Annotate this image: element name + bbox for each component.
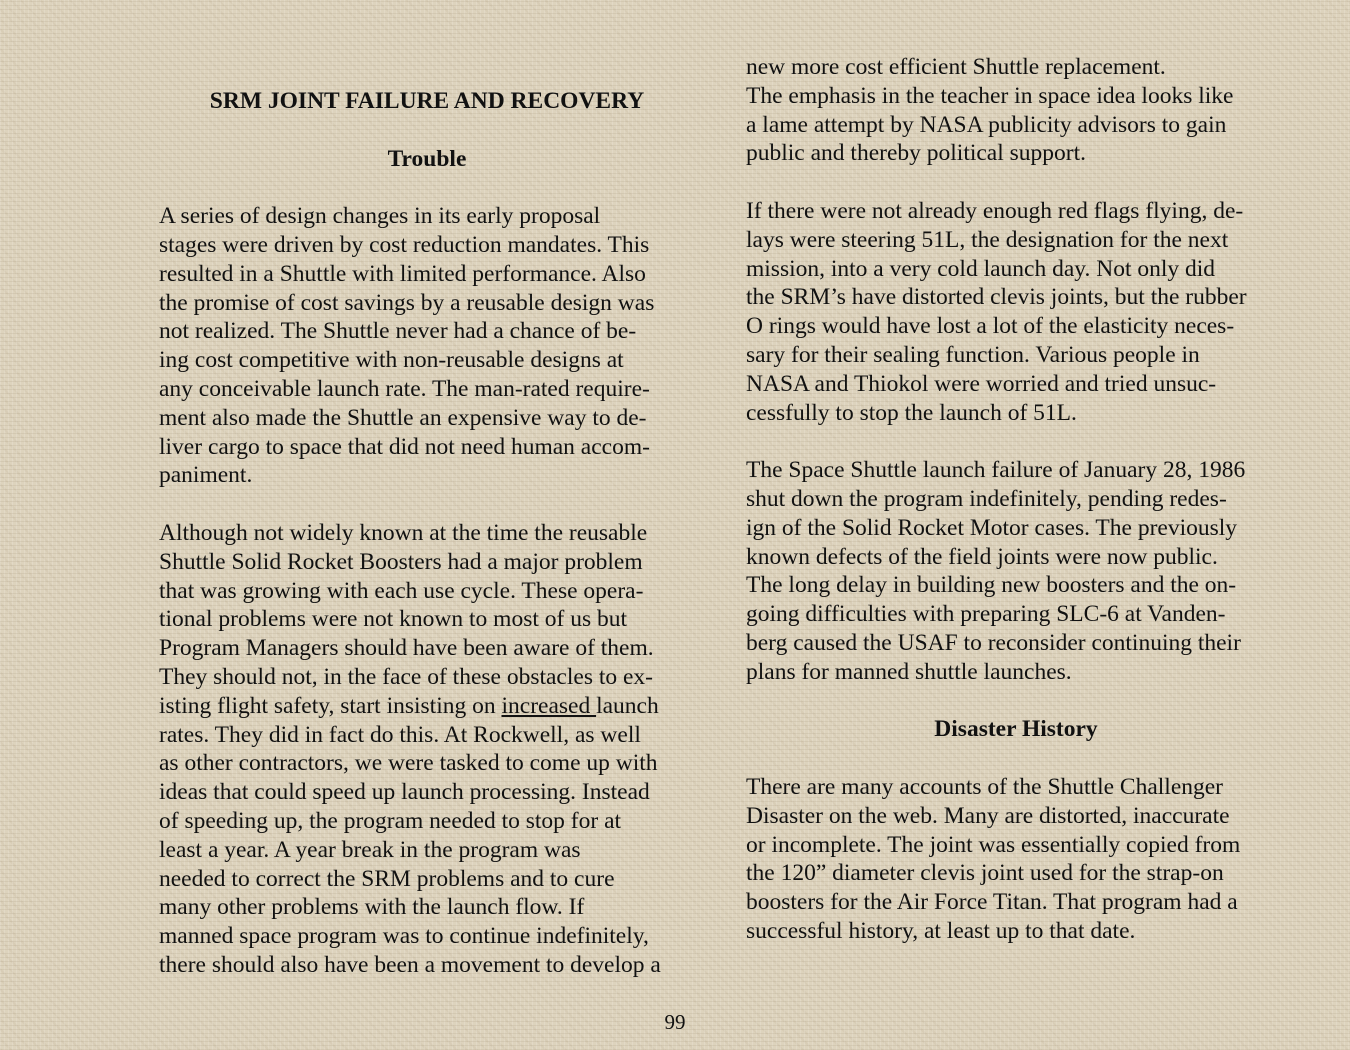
page-number: 99: [664, 1010, 686, 1034]
text-segment: launch: [596, 692, 659, 719]
paragraph-red-flags: [746, 197, 1286, 427]
text-line: needed to correct the SRM problems and to cure: [159, 865, 615, 892]
text-line: berg caused the USAF to reconsider continuing their: [746, 629, 1241, 656]
section-heading-disaster-history: Disaster History: [934, 716, 1098, 743]
text-line: ign of the Solid Rocket Motor cases. The previously: [746, 514, 1238, 541]
right-column: [746, 53, 1286, 946]
text-line: or incomplete. The joint was essentially copied from: [746, 831, 1241, 858]
text-line: rates. They did in fact do this. At Rockwell, as well: [159, 721, 641, 748]
text-line: paniment.: [159, 462, 253, 489]
text-line: as other contractors, we were tasked to come up with: [159, 750, 658, 777]
text-line: plans for manned shuttle launches.: [746, 658, 1072, 685]
text-line: boosters for the Air Force Titan. That program had a: [746, 889, 1238, 916]
text-line: that was growing with each use cycle. These opera-: [159, 577, 644, 604]
text-line: sary for their sealing function. Various people in: [746, 341, 1200, 368]
text-line: not realized. The Shuttle never had a chance of be-: [159, 318, 637, 345]
text-line: ideas that could speed up launch processing. Instead: [159, 779, 650, 806]
text-line: The long delay in building new boosters and the on-: [746, 572, 1237, 599]
text-line: stages were driven by cost reduction mandates. This: [159, 231, 650, 258]
text-line: successful history, at least up to that date.: [746, 917, 1136, 944]
text-line: A series of design changes in its early proposal: [159, 203, 601, 230]
text-line: Although not widely known at the time the reusable: [159, 519, 648, 546]
text-line: the SRM’s have distorted clevis joints, but the rubber: [746, 284, 1247, 311]
section-heading-trouble: Trouble: [387, 145, 467, 172]
text-line: lays were steering 51L, the designation for the next: [746, 226, 1229, 253]
text-line: of speeding up, the program needed to stop for at: [159, 807, 622, 834]
text-line: going difficulties with preparing SLC-6 at Vanden-: [746, 601, 1226, 628]
text-line: tional problems were not known to most of us but: [159, 606, 627, 633]
text-line: Shuttle Solid Rocket Boosters had a major problem: [159, 548, 643, 575]
text-line: many other problems with the launch flow. If: [159, 894, 585, 921]
paragraph-design-changes: [159, 202, 695, 490]
text-line: new more cost efficient Shuttle replacement.: [746, 54, 1166, 80]
text-line: NASA and Thiokol were worried and tried unsuc-: [746, 370, 1217, 397]
paragraph-srb-problems: [159, 519, 695, 980]
paragraph-disaster-accounts: [746, 773, 1286, 946]
left-column: [159, 87, 695, 980]
text-line: O rings would have lost a lot of the elasticity neces-: [746, 313, 1235, 340]
text-line: least a year. A year break in the program was: [159, 836, 581, 863]
text-line: They should not, in the face of these obstacles to ex-: [159, 663, 654, 690]
text-line: the promise of cost savings by a reusable design was: [159, 289, 655, 316]
text-line: known defects of the field joints were now public.: [746, 543, 1218, 570]
text-line: ment also made the Shuttle an expensive way to de-: [159, 404, 647, 431]
text-line: there should also have been a movement to develop a: [159, 951, 661, 978]
text-line: a lame attempt by NASA publicity advisors to gain: [746, 111, 1227, 138]
text-line: the 120” diameter clevis joint used for the strap-on: [746, 860, 1224, 887]
paragraph-launch-failure: [746, 456, 1286, 686]
text-line: manned space program was to continue indefinitely,: [159, 923, 649, 950]
text-line: The emphasis in the teacher in space idea looks like: [746, 82, 1234, 109]
text-line: ing cost competitive with non-reusable designs at: [159, 347, 624, 374]
text-line: [159, 692, 695, 721]
text-line: shut down the program indefinitely, pending redes-: [746, 485, 1227, 512]
text-line: Disaster on the web. Many are distorted, inaccurate: [746, 802, 1230, 829]
paragraph-replacement: [746, 53, 1286, 168]
text-line: Program Managers should have been aware of them.: [159, 635, 654, 662]
text-segment: isting flight safety, start insisting on: [159, 692, 502, 719]
page-title: SRM JOINT FAILURE AND RECOVERY: [209, 88, 645, 114]
text-line: mission, into a very cold launch day. Not only did: [746, 255, 1216, 282]
text-line: liver cargo to space that did not need human accom-: [159, 433, 650, 460]
text-line: public and thereby political support.: [746, 140, 1087, 167]
underlined-word: increased: [501, 692, 597, 719]
text-line: resulted in a Shuttle with limited performance. Also: [159, 260, 646, 287]
text-line: If there were not already enough red flags flying, de-: [746, 197, 1244, 224]
text-line: The Space Shuttle launch failure of January 28, 1986: [746, 457, 1246, 484]
text-line: There are many accounts of the Shuttle Challenger: [746, 773, 1223, 800]
text-line: any conceivable launch rate. The man-rated require-: [159, 375, 650, 402]
text-line: cessfully to stop the launch of 51L.: [746, 399, 1077, 426]
